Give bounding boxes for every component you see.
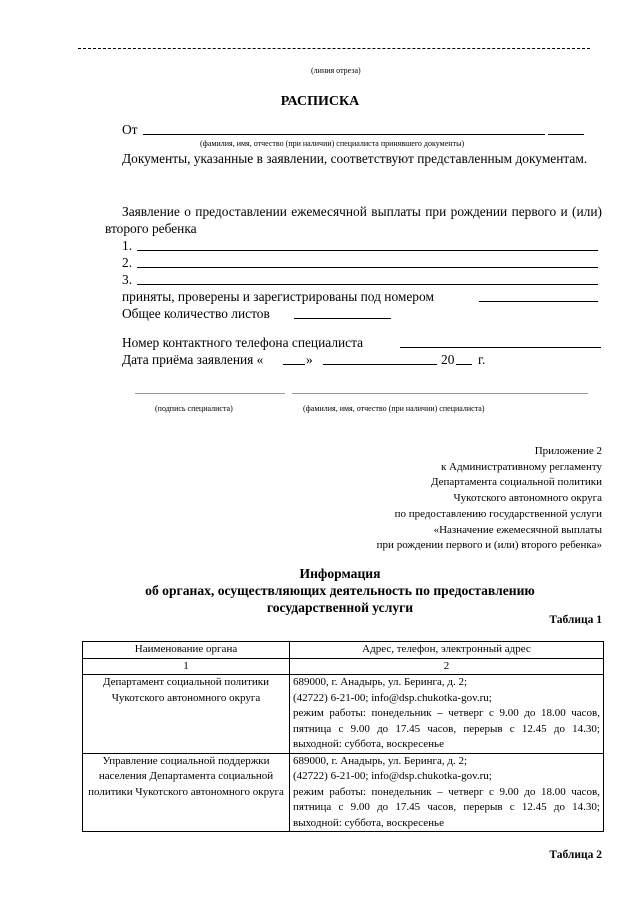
registered-label: приняты, проверены и зарегистрированы под номером — [122, 289, 434, 304]
from-extra-line — [548, 134, 584, 135]
agencies-table — [82, 641, 604, 832]
appendix-line: к Административному регламенту — [440, 460, 602, 473]
documents-paragraph: Документы, указанные в заявлении, соответствуют представленным документам. — [122, 151, 588, 166]
column-number: 2 — [290, 658, 604, 675]
agency-address: 689000, г. Анадырь, ул. Беринга, д. 2; — [293, 676, 468, 688]
date-year-suffix: г. — [478, 352, 486, 367]
item-2-label: 2. — [122, 255, 133, 270]
appendix-block — [377, 444, 602, 554]
item-3-line — [137, 284, 598, 285]
signature-caption: (подпись специалиста) — [155, 404, 233, 413]
agency-contacts-cell — [290, 753, 604, 832]
item-1-line — [137, 250, 598, 251]
appendix-line: Чукотского автономного округа — [453, 492, 602, 505]
agency-hours: режим работы: понедельник – четверг с 9.00 до 18.00 часов, пятница с 9.00 до 17.45 часов, перерыв с 12.45 до 14.30; выходной: суббота, воскресенье — [293, 785, 600, 829]
sheets-label: Общее количество листов — [122, 306, 270, 321]
info-title-line-2: об органах, осуществляющих деятельность по предоставлению — [145, 583, 535, 598]
table-row — [83, 753, 604, 832]
agency-hours: режим работы: понедельник – четверг с 9.00 до 18.00 часов, пятница с 9.00 до 17.45 часов, перерыв с 12.45 до 14.30; выходной: суббота, воскресенье — [293, 707, 600, 750]
table-2-label: Таблица 2 — [549, 849, 602, 861]
info-title-line-3: государственной услуги — [266, 600, 414, 615]
specialist-name-line — [292, 393, 588, 394]
receipt-title: РАСПИСКА — [280, 94, 360, 109]
date-year-prefix: 20 — [441, 352, 455, 367]
date-label: Дата приёма заявления « — [122, 352, 264, 367]
column-number: 1 — [83, 658, 290, 675]
phone-label: Номер контактного телефона специалиста — [122, 335, 364, 350]
date-quote-close: » — [306, 352, 313, 367]
specialist-name-caption: (фамилия, имя, отчество (при наличии) специалиста) — [303, 404, 485, 413]
table-row — [83, 675, 604, 754]
date-day-line — [283, 364, 305, 365]
info-title-line-1: Информация — [299, 566, 381, 581]
agency-phone-email: (42722) 6-21-00; info@dsp.chukotka-gov.ru; — [293, 691, 492, 704]
item-2-line — [137, 267, 598, 268]
from-label: От — [122, 122, 138, 137]
item-1-label: 1. — [122, 238, 133, 253]
agency-address: 689000, г. Анадырь, ул. Беринга, д. 2; — [293, 754, 468, 767]
registered-number-line — [479, 301, 598, 302]
phone-line — [400, 347, 601, 348]
appendix-line: Приложение 2 — [534, 445, 602, 457]
table-header-row — [83, 642, 604, 659]
agency-phone-email: (42722) 6-21-00; info@dsp.chukotka-gov.ru; — [293, 770, 492, 782]
table-1-label: Таблица 1 — [549, 614, 602, 626]
appendix-line: «Назначение ежемесячной выплаты — [433, 523, 602, 536]
header-contacts: Адрес, телефон, электронный адрес — [290, 642, 604, 659]
from-caption: (фамилия, имя, отчество (при наличии) специалиста принявшего документы) — [200, 139, 465, 148]
date-year-line — [456, 364, 472, 365]
cut-line — [78, 48, 590, 49]
appendix-line: при рождении первого и (или) второго ребенка» — [376, 539, 602, 552]
item-3-label: 3. — [122, 272, 133, 287]
agency-contacts-cell — [290, 675, 604, 754]
appendix-line: по предоставлению государственной услуги — [394, 507, 602, 520]
agency-name-cell: Управление социальной поддержки населения Департамента социальной политики Чукотского автономного округа — [83, 753, 290, 832]
appendix-line: Департамента социальной политики — [431, 476, 602, 489]
agency-name-cell: Департамент социальной политики Чукотского автономного округа — [83, 675, 290, 754]
sheets-count-line — [294, 318, 391, 319]
application-paragraph: Заявление о предоставлении ежемесячной выплаты при рождении первого и (или) второго ребенка — [105, 204, 602, 236]
table-number-row — [83, 658, 604, 675]
from-name-line — [143, 134, 545, 135]
signature-line — [135, 393, 285, 394]
date-month-line — [323, 364, 437, 365]
cut-line-caption: (линия отреза) — [311, 66, 361, 75]
header-agency-name: Наименование органа — [83, 642, 290, 659]
